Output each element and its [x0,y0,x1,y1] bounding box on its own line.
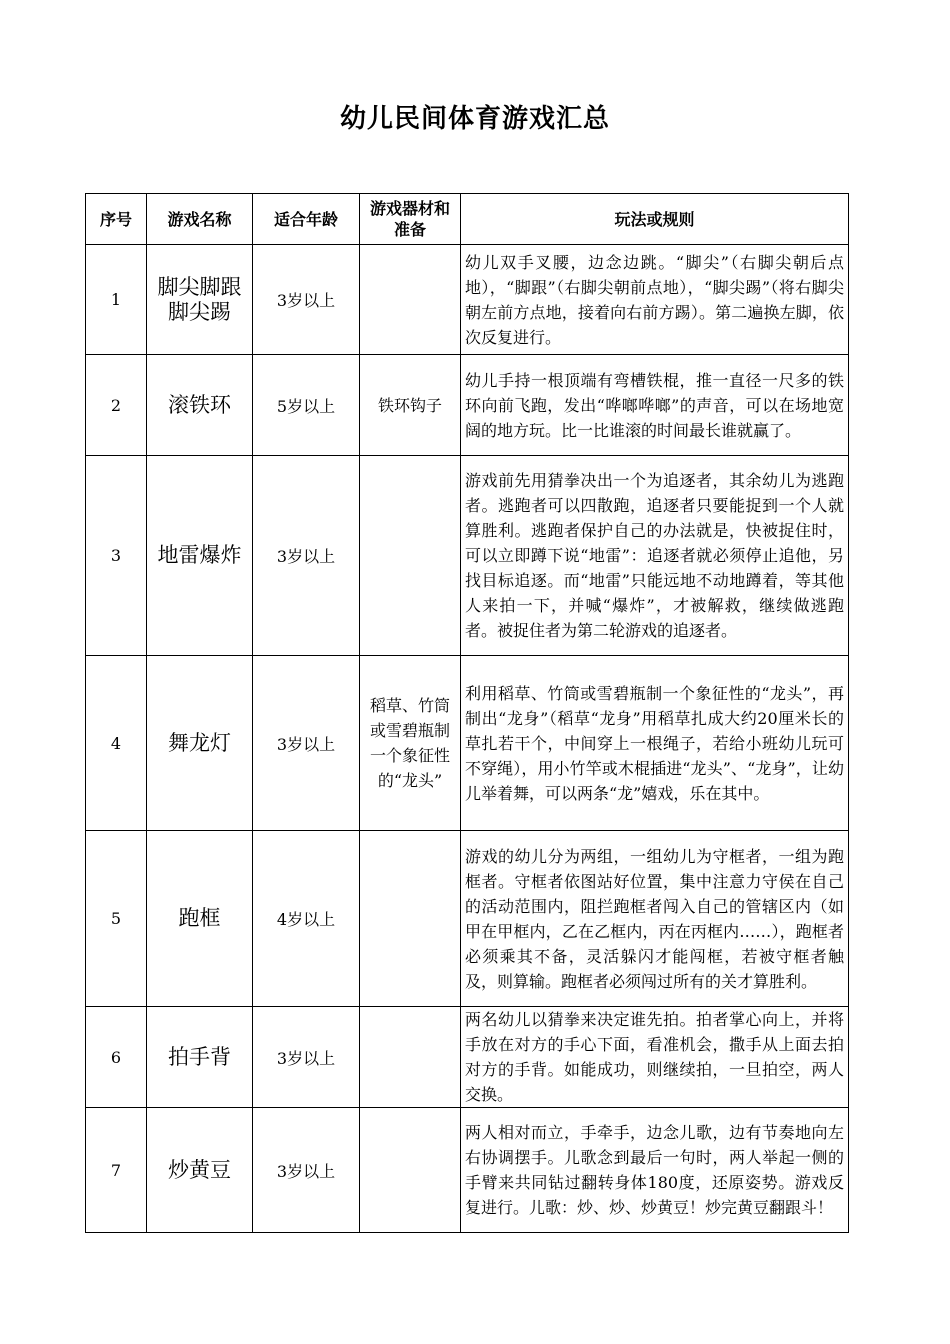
table-row [86,831,849,1007]
row-equipment [360,245,461,355]
header-name: 游戏名称 [147,194,253,245]
row-name: 滚铁环 [147,355,253,456]
row-equipment [360,1007,461,1108]
row-age: 3岁以上 [253,456,360,656]
row-name: 跑框 [147,831,253,1007]
table-row [86,456,849,656]
row-equipment: 铁环钩子 [360,355,461,456]
header-equipment: 游戏器材和准备 [360,194,461,245]
row-index: 2 [86,355,147,456]
row-age: 3岁以上 [253,1108,360,1233]
page-title: 幼儿民间体育游戏汇总 [339,104,610,134]
row-index: 7 [86,1108,147,1233]
row-index: 5 [86,831,147,1007]
row-index: 3 [86,456,147,656]
row-name: 地雷爆炸 [147,456,253,656]
table-row [86,355,849,456]
row-index: 6 [86,1007,147,1108]
row-name: 脚尖脚跟脚尖踢 [147,245,253,355]
row-age: 4岁以上 [253,831,360,1007]
row-age: 3岁以上 [253,1007,360,1108]
table-row [86,1007,849,1108]
row-rules: 游戏前先用猜拳决出一个为追逐者，其余幼儿为逃跑者。逃跑者可以四散跑，追逐者只要能捉到一个人就算胜利。逃跑者保护自己的办法就是，快被捉住时，可以立即蹲下说“地雷”：追逐者就必须停止追他，另找目标追逐。而“地雷”只能远地不动地蹲着，等其他人来拍一下，并喊“爆炸”，才被解救，继续做逃跑者。被捉住者为第二轮游戏的追逐者。 [461,456,849,656]
table-row [86,1108,849,1233]
row-rules: 利用稻草、竹筒或雪碧瓶制一个象征性的“龙头”，再制出“龙身”（稻草“龙身”用稻草扎成大约20厘米长的草扎若干个，中间穿上一根绳子，若给小班幼儿玩可不穿绳），用小竹竿或木棍插进“龙头”、“龙身”，让幼儿举着舞，可以两条“龙”嬉戏，乐在其中。 [461,656,849,831]
games-table [85,193,849,1233]
row-age: 5岁以上 [253,355,360,456]
row-rules: 游戏的幼儿分为两组，一组幼儿为守框者，一组为跑框者。守框者依图站好位置，集中注意力守侯在自己的活动范围内，阻拦跑框者闯入自己的管辖区内（如甲在甲框内，乙在乙框内，丙在丙框内……），跑框者必须乘其不备，灵活躲闪才能闯框，若被守框者触及，则算输。跑框者必须闯过所有的关才算胜利。 [461,831,849,1007]
row-name: 炒黄豆 [147,1108,253,1233]
row-age: 3岁以上 [253,245,360,355]
row-rules: 两名幼儿以猜拳来决定谁先拍。拍者掌心向上，并将手放在对方的手心下面，看准机会，撒手从上面去拍对方的手背。如能成功，则继续拍，一旦拍空，两人交换。 [461,1007,849,1108]
table-row [86,245,849,355]
row-index: 1 [86,245,147,355]
header-age: 适合年龄 [253,194,360,245]
row-index: 4 [86,656,147,831]
header-index: 序号 [86,194,147,245]
row-name: 拍手背 [147,1007,253,1108]
row-name: 舞龙灯 [147,656,253,831]
row-equipment: 稻草、竹筒或雪碧瓶制一个象征性的“龙头” [360,656,461,831]
row-equipment [360,456,461,656]
header-rules: 玩法或规则 [461,194,849,245]
row-rules: 幼儿双手叉腰，边念边跳。“脚尖”（右脚尖朝后点地），“脚跟”（右脚尖朝前点地），“脚尖踢”（将右脚尖朝左前方点地，接着向右前方踢）。第二遍换左脚，依次反复进行。 [461,245,849,355]
row-rules: 两人相对而立，手牵手，边念儿歌，边有节奏地向左右协调摆手。儿歌念到最后一句时，两人举起一侧的手臂来共同钻过翻转身体180度，还原姿势。游戏反复进行。儿歌：炒、炒、炒黄豆！炒完黄豆翻跟斗！ [461,1108,849,1233]
table-row [86,656,849,831]
row-age: 3岁以上 [253,656,360,831]
header-row [86,194,849,245]
row-equipment [360,831,461,1007]
row-equipment [360,1108,461,1233]
row-rules: 幼儿手持一根顶端有弯槽铁棍，推一直径一尺多的铁环向前飞跑，发出“哗啷哗啷”的声音，可以在场地宽阔的地方玩。比一比谁滚的时间最长谁就赢了。 [461,355,849,456]
